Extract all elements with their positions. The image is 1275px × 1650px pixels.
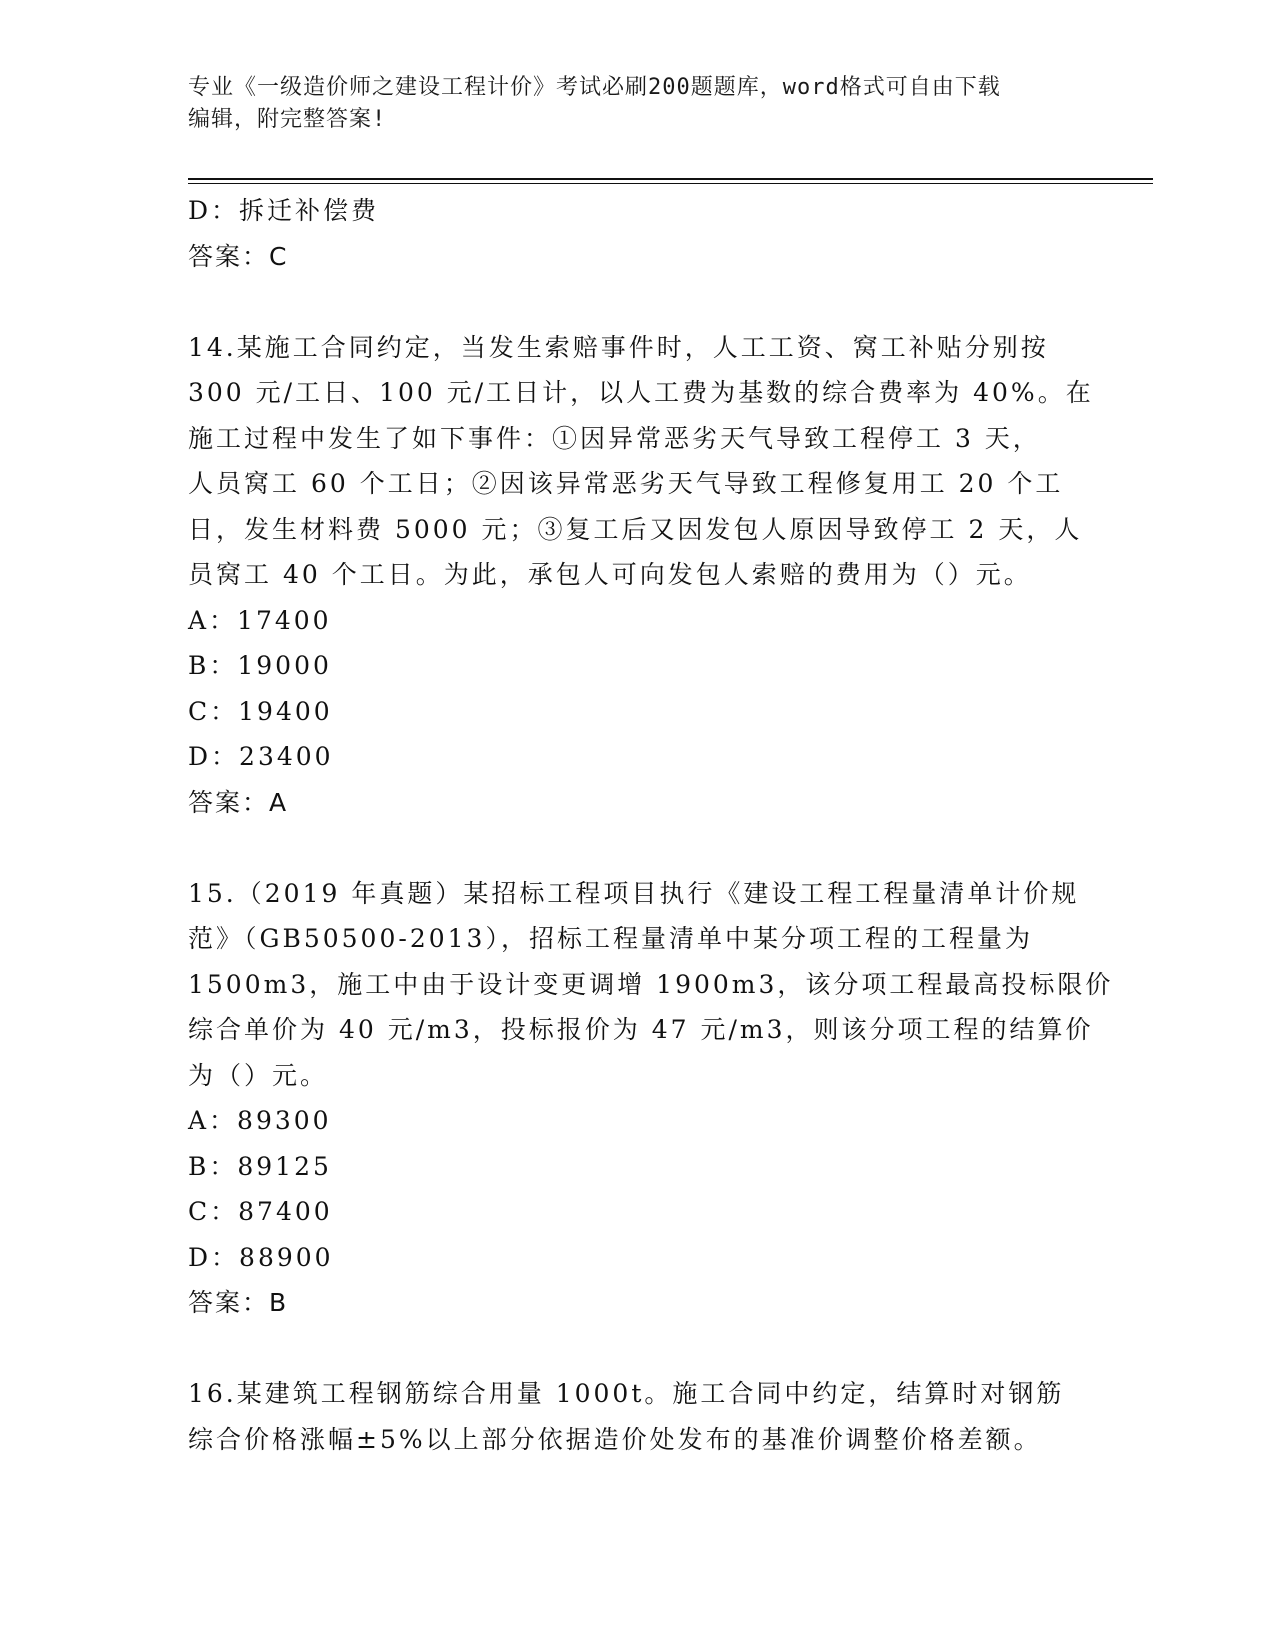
question-text-line: 14.某施工合同约定，当发生索赔事件时，人工工资、窝工补贴分别按 [188,332,1049,362]
question-text-line: 人员窝工 60 个工日；②因该异常恶劣天气导致工程修复用工 20 个工 [188,469,1064,498]
option-d: D：88900 [188,1242,334,1272]
question-text-line: 为（）元。 [188,1060,329,1090]
answer: 答案：C [188,241,289,271]
spacer [188,279,1088,325]
option-a: A：89300 [188,1106,332,1135]
question-text-line: 日，发生材料费 5000 元；③复工后又因发包人原因导致停工 2 天，人 [188,514,1083,544]
question-text-line: 1500m3，施工中由于设计变更调增 1900m3，该分项工程最高投标限价 [188,969,1114,999]
spacer [188,1326,1088,1372]
previous-question-tail [188,188,1088,279]
option-b: B：89125 [188,1151,332,1181]
option-d: D：拆迁补偿费 [188,196,380,225]
header-line-2: 编辑，附完整答案! [188,107,387,132]
header-line-1: 专业《一级造价师之建设工程计价》考试必刷200题题库，word格式可自由下载 [188,75,1001,100]
question-16 [188,1371,1088,1462]
question-15 [188,871,1114,1326]
document-header [188,72,1088,136]
header-divider-thick [188,178,1153,180]
question-text-line: 15.（2019 年真题）某招标工程项目执行《建设工程工程量清单计价规 [188,878,1080,908]
question-text-line: 员窝工 40 个工日。为此，承包人可向发包人索赔的费用为（）元。 [188,560,1032,589]
option-a: A：17400 [188,605,332,635]
question-text-line: 范》（GB50500-2013），招标工程量清单中某分项工程的工程量为 [188,924,1033,953]
header-divider-thin [188,183,1153,184]
option-c: C：87400 [188,1197,333,1226]
option-b: B：19000 [188,651,332,680]
option-d: D：23400 [188,742,334,771]
question-14 [188,325,1094,826]
document-body [188,188,1114,1462]
spacer [188,825,1088,871]
question-text-line: 16.某建筑工程钢筋综合用量 1000t。施工合同中约定，结算时对钢筋 [188,1379,1065,1408]
question-text-line: 综合单价为 40 元/m3，投标报价为 47 元/m3，则该分项工程的结算价 [188,1015,1094,1044]
question-text-line: 施工过程中发生了如下事件：①因异常恶劣天气导致工程停工 3 天， [188,423,1041,453]
answer: 答案：B [188,1288,289,1317]
option-c: C：19400 [188,696,333,726]
question-text-line: 综合价格涨幅±5%以上部分依据造价处发布的基准价调整价格差额。 [188,1424,1042,1454]
question-text-line: 300 元/工日、100 元/工日计，以人工费为基数的综合费率为 40%。在 [188,378,1094,407]
answer: 答案：A [188,787,289,817]
